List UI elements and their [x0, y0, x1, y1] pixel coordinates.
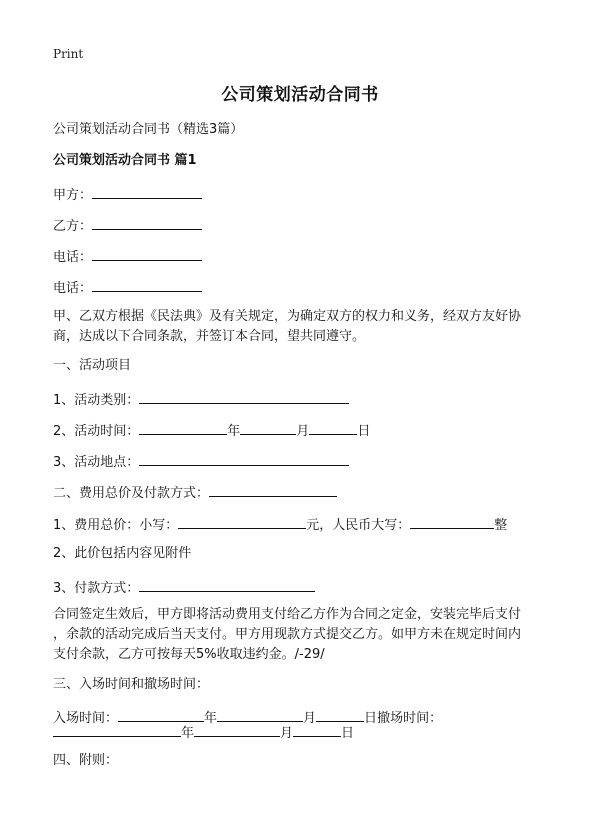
activity-day-blank: [309, 420, 357, 435]
section-2-heading-row: [53, 482, 337, 502]
phone-label-1: 电话：: [53, 250, 93, 265]
phone-row-2: [53, 277, 202, 297]
activity-month-blank: [240, 420, 296, 435]
exit-day-blank: [293, 722, 341, 737]
total-fee-label: 1、费用总价：小写：: [53, 518, 179, 533]
fee-includes-line: 2、此价包括内容见附件: [53, 546, 192, 561]
activity-type-row: [53, 389, 349, 409]
payment-method-label: 3、付款方式：: [53, 581, 140, 596]
total-fee-capital-blank: [410, 514, 494, 529]
total-fee-yuan: 元，人民币大写：: [306, 518, 411, 533]
exit-month-char: 月: [280, 726, 294, 741]
payment-line-2: ，余款的活动完成后当天支付。甲方用现款方式提交乙方。如甲方未在规定时间内: [53, 627, 522, 642]
section-3-heading: 三、入场时间和撤场时间：: [53, 677, 210, 692]
section-4-heading: 四、附则：: [53, 753, 119, 768]
intro-line-2: 商，达成以下合同条款，并签订本合同，望共同遵守。: [53, 329, 366, 344]
document-subtitle: 公司策划活动合同书（精选3篇）: [53, 122, 244, 137]
activity-year-blank: [139, 420, 227, 435]
activity-type-blank: [139, 389, 349, 404]
total-fee-zheng: 整: [494, 518, 508, 533]
entry-month-blank: [217, 707, 303, 722]
activity-location-label: 3、活动地点：: [53, 455, 140, 470]
total-fee-small-blank: [178, 514, 306, 529]
party-a-blank: [92, 184, 202, 199]
section-2-heading: 二、费用总价及付款方式：: [53, 486, 210, 501]
party-b-label: 乙方：: [53, 219, 93, 234]
exit-day-char: 日: [341, 726, 355, 741]
entry-year-blank: [118, 707, 204, 722]
payment-method-input-blank: [139, 577, 315, 592]
phone-blank-2: [92, 277, 202, 292]
phone-blank-1: [92, 246, 202, 261]
activity-location-blank: [139, 451, 349, 466]
section-1-heading: 一、活动项目: [53, 358, 132, 373]
activity-time-row: [53, 420, 370, 440]
entry-day-blank: [316, 707, 364, 722]
exit-year-char: 年: [181, 726, 195, 741]
entry-day-char: 日: [364, 711, 378, 726]
activity-type-label: 1、活动类别：: [53, 393, 140, 408]
phone-label-2: 电话：: [53, 281, 93, 296]
intro-paragraph: [53, 307, 553, 347]
party-a-label: 甲方：: [53, 188, 93, 203]
payment-paragraph: [53, 605, 553, 665]
intro-line-1: 甲、乙双方根据《民法典》及有关规定，为确定双方的权力和义务，经双方友好协: [53, 309, 522, 324]
payment-line-3: 支付余款，乙方可按每天5%收取违约金。/-29/: [53, 647, 325, 662]
section-heading: 公司策划活动合同书 篇1: [53, 153, 197, 168]
page-title: 公司策划活动合同书: [221, 85, 379, 105]
activity-time-label: 2、活动时间：: [53, 424, 140, 439]
entry-year-char: 年: [204, 711, 218, 726]
print-label[interactable]: Print: [53, 47, 84, 61]
payment-line-1: 合同签定生效后，甲方即将活动费用支付给乙方作为合同之定金，安装完毕后支付: [53, 607, 522, 622]
activity-location-row: [53, 451, 349, 471]
month-char: 月: [296, 424, 310, 439]
payment-method-row: [53, 577, 315, 597]
entry-time-label: 入场时间：: [53, 711, 119, 726]
day-char: 日: [357, 424, 371, 439]
party-a-row: [53, 184, 202, 204]
entry-month-char: 月: [303, 711, 317, 726]
party-b-row: [53, 215, 202, 235]
phone-row-1: [53, 246, 202, 266]
payment-method-blank: [209, 482, 337, 497]
year-char: 年: [227, 424, 241, 439]
exit-month-blank: [194, 722, 280, 737]
exit-time-label: 撤场时间：: [377, 711, 443, 726]
party-b-blank: [92, 215, 202, 230]
exit-time-row: [53, 722, 354, 742]
exit-year-blank: [53, 722, 181, 737]
total-fee-row: [53, 514, 507, 534]
